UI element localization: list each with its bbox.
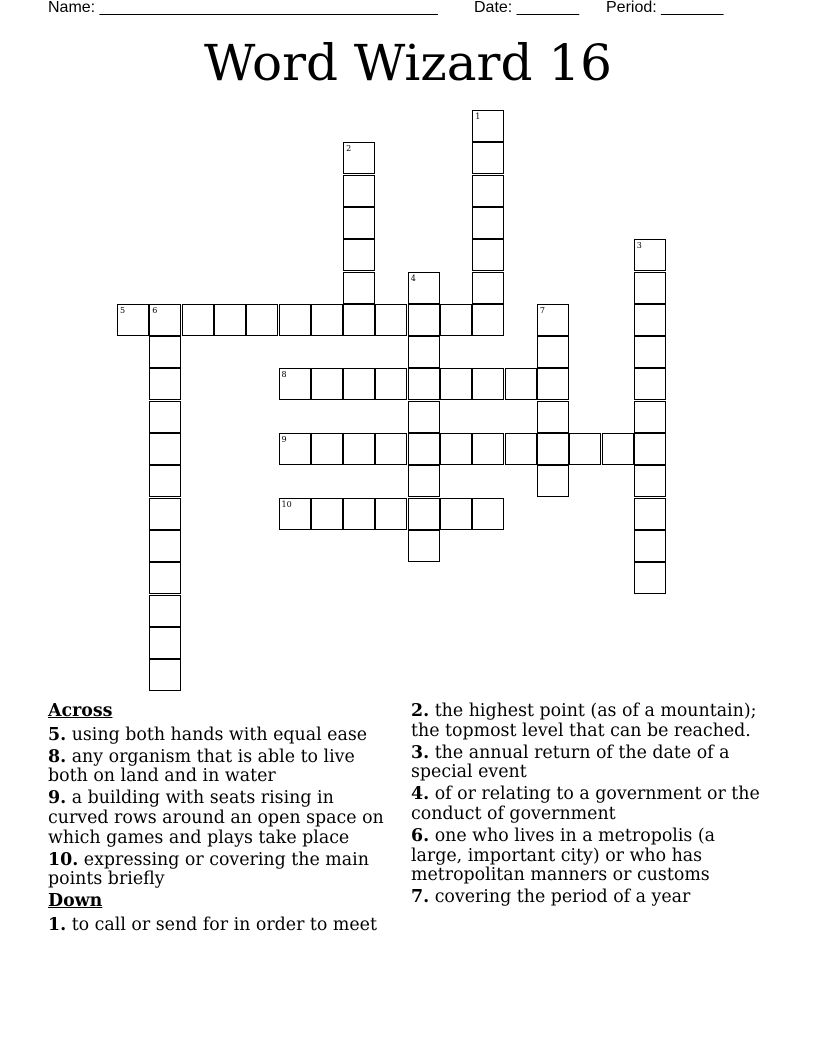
clue-number: 9.	[48, 788, 67, 809]
clue-down-7	[411, 888, 771, 908]
clue-text: the annual return of the date of a special event	[411, 742, 730, 783]
grid-cell[interactable]	[634, 465, 666, 497]
grid-cell[interactable]	[537, 465, 569, 497]
clue-number-label: 1	[475, 112, 481, 121]
clue-number: 4.	[411, 784, 430, 805]
grid-cell[interactable]	[214, 304, 246, 336]
grid-cell[interactable]	[246, 304, 278, 336]
grid-cell[interactable]	[375, 433, 407, 465]
down-heading: Down	[48, 891, 103, 912]
grid-cell[interactable]	[279, 304, 311, 336]
grid-cell[interactable]	[634, 401, 666, 433]
clue-number-label: 5	[120, 305, 126, 315]
date-field[interactable]: Date: _______	[474, 0, 579, 16]
grid-cell[interactable]	[149, 659, 181, 691]
grid-cell[interactable]	[149, 595, 181, 627]
grid-cell[interactable]	[408, 368, 440, 400]
grid-cell[interactable]	[408, 498, 440, 530]
grid-cell[interactable]	[149, 433, 181, 465]
grid-cell[interactable]	[343, 239, 375, 271]
grid-cell[interactable]	[634, 498, 666, 530]
grid-cell[interactable]	[343, 272, 375, 304]
grid-cell[interactable]	[311, 368, 343, 400]
grid-cell[interactable]	[343, 207, 375, 239]
grid-cell[interactable]	[279, 368, 311, 400]
clue-text: expressing or covering the main points briefly	[48, 849, 369, 890]
grid-cell[interactable]	[182, 304, 214, 336]
clue-number-label: 8	[281, 370, 287, 380]
grid-cell[interactable]	[279, 498, 311, 530]
grid-cell[interactable]	[375, 304, 407, 336]
grid-cell[interactable]	[472, 110, 504, 142]
grid-cell[interactable]	[472, 498, 504, 530]
clue-number: 7.	[411, 887, 430, 908]
grid-cell[interactable]	[537, 368, 569, 400]
clue-across-8	[48, 748, 398, 787]
grid-cell[interactable]	[375, 368, 407, 400]
clue-number: 3.	[411, 742, 430, 763]
grid-cell[interactable]	[375, 498, 407, 530]
grid-cell[interactable]	[537, 401, 569, 433]
clue-number-label: 7	[539, 305, 545, 315]
grid-cell[interactable]	[343, 433, 375, 465]
clue-number: 6.	[411, 826, 430, 847]
grid-cell[interactable]	[472, 207, 504, 239]
clue-text: of or relating to a government or the conduct of government	[411, 784, 760, 824]
grid-cell[interactable]	[149, 401, 181, 433]
grid-cell[interactable]	[472, 368, 504, 400]
grid-cell[interactable]	[117, 304, 149, 336]
clue-text: using both hands with equal ease	[71, 724, 368, 745]
grid-cell[interactable]	[472, 142, 504, 174]
grid-cell[interactable]	[408, 272, 440, 304]
grid-cell[interactable]	[408, 401, 440, 433]
grid-cell[interactable]	[408, 433, 440, 465]
clue-text: to call or send for in order to meet	[71, 914, 377, 935]
grid-cell[interactable]	[149, 465, 181, 497]
clue-number: 1.	[48, 914, 67, 935]
grid-cell[interactable]	[149, 304, 181, 336]
grid-cell[interactable]	[408, 530, 440, 562]
grid-cell[interactable]	[343, 304, 375, 336]
grid-cell[interactable]	[343, 175, 375, 207]
grid-cell[interactable]	[634, 433, 666, 465]
grid-cell[interactable]	[343, 498, 375, 530]
grid-cell[interactable]	[472, 175, 504, 207]
clue-across-9	[48, 789, 398, 848]
grid-cell[interactable]	[634, 304, 666, 336]
grid-cell[interactable]	[343, 142, 375, 174]
across-heading: Across	[48, 701, 113, 721]
grid-cell[interactable]	[634, 336, 666, 368]
clue-number-label: 9	[281, 435, 287, 444]
grid-cell[interactable]	[279, 433, 311, 465]
grid-cell[interactable]	[149, 562, 181, 594]
grid-cell[interactable]	[505, 433, 537, 465]
name-field[interactable]: Name: ______________________________________	[48, 0, 438, 16]
clue-text: a building with seats rising in curved rows around an open space on which games and plays take place	[48, 788, 384, 848]
clue-number: 10.	[48, 849, 79, 870]
grid-cell[interactable]	[408, 304, 440, 336]
grid-cell[interactable]	[472, 304, 504, 336]
grid-cell[interactable]	[440, 498, 472, 530]
grid-cell[interactable]	[149, 627, 181, 659]
grid-cell[interactable]	[440, 304, 472, 336]
grid-cell[interactable]	[343, 368, 375, 400]
clue-number-label: 3	[636, 241, 642, 251]
grid-cell[interactable]	[472, 239, 504, 271]
clues-right-column	[411, 702, 771, 910]
grid-cell[interactable]	[408, 465, 440, 497]
grid-cell[interactable]	[472, 272, 504, 304]
grid-cell[interactable]	[634, 562, 666, 594]
grid-cell[interactable]	[311, 433, 343, 465]
grid-cell[interactable]	[472, 433, 504, 465]
clue-down-6	[411, 827, 771, 886]
clue-number-label: 4	[410, 273, 416, 283]
grid-cell[interactable]	[634, 239, 666, 271]
clues-left-column	[48, 702, 398, 938]
grid-cell[interactable]	[149, 498, 181, 530]
grid-cell[interactable]	[634, 368, 666, 400]
period-field[interactable]: Period: _______	[606, 0, 724, 16]
clue-text: covering the period of a year	[434, 887, 691, 908]
grid-cell[interactable]	[311, 498, 343, 530]
clue-across-5	[48, 726, 398, 746]
clue-number-label: 2	[346, 144, 352, 154]
grid-cell[interactable]	[311, 304, 343, 336]
clue-down-3	[411, 744, 771, 783]
clue-number: 5.	[48, 724, 67, 745]
clue-text: one who lives in a metropolis (a large, important city) or who has metropolitan manners or customs	[411, 826, 716, 886]
clue-down-2	[411, 702, 771, 741]
grid-cell[interactable]	[440, 368, 472, 400]
grid-cell[interactable]	[149, 368, 181, 400]
grid-cell[interactable]	[149, 530, 181, 562]
grid-cell[interactable]	[440, 433, 472, 465]
grid-cell[interactable]	[537, 304, 569, 336]
clue-number-label: 10	[281, 499, 292, 509]
grid-cell[interactable]	[149, 336, 181, 368]
grid-cell[interactable]	[634, 272, 666, 304]
grid-cell[interactable]	[537, 433, 569, 465]
grid-cell[interactable]	[634, 530, 666, 562]
clue-text: the highest point (as of a mountain); the topmost level that can be reached.	[411, 701, 757, 741]
clue-number: 2.	[411, 701, 430, 721]
grid-cell[interactable]	[408, 336, 440, 368]
clue-down-4	[411, 785, 771, 824]
grid-cell[interactable]	[505, 368, 537, 400]
grid-cell[interactable]	[537, 336, 569, 368]
grid-cell[interactable]	[602, 433, 634, 465]
clue-across-10	[48, 851, 398, 890]
puzzle-title: Word Wizard 16	[204, 34, 612, 92]
clue-down-1	[48, 916, 398, 936]
grid-cell[interactable]	[569, 433, 601, 465]
clue-text: any organism that is able to live both on land and in water	[48, 746, 355, 787]
clue-number-label: 6	[152, 305, 158, 315]
clue-number: 8.	[48, 746, 67, 767]
